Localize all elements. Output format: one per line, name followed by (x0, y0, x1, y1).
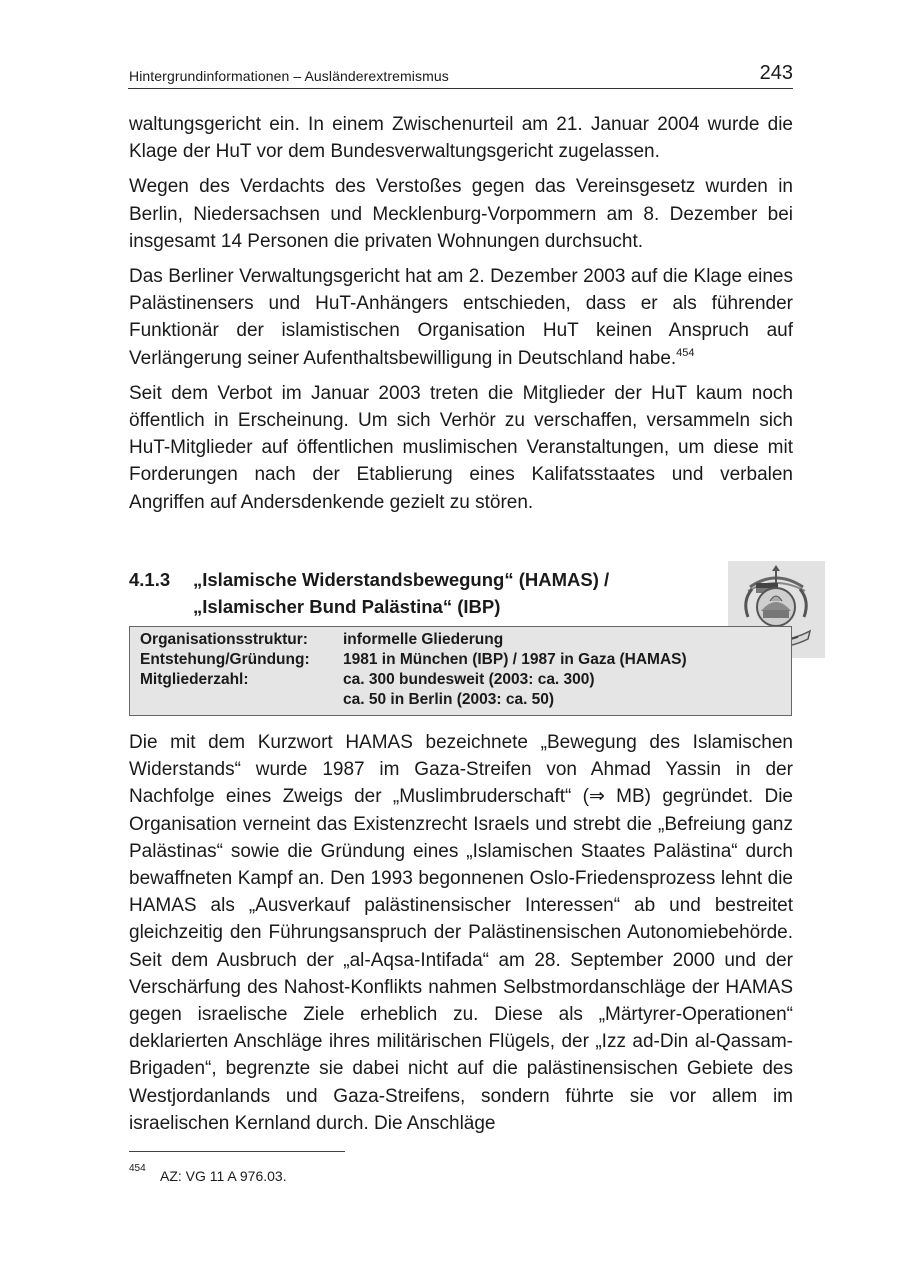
infobox-label: Organisationsstruktur: (140, 631, 308, 648)
infobox-value: 1981 in München (IBP) / 1987 in Gaza (HAMAS) (343, 651, 687, 668)
infobox-value: ca. 50 in Berlin (2003: ca. 50) (343, 691, 555, 708)
paragraph: Seit dem Verbot im Januar 2003 treten die Mitglieder der HuT kaum noch öffentlich in Erscheinung. Um sich Verhör zu verschaffen, versammeln sich HuT-Mitglieder auf öffentlichen muslimischen Veranstaltungen, um diese mit Forderungen nach der Etablierung eines Kalifatsstaates und verbalen Angriffen auf Andersdenkende gezielt zu stören. (129, 382, 793, 513)
paragraph-text: Das Berliner Verwaltungsgericht hat am 2. Dezember 2003 auf die Klage eines Palästinensers und HuT-Anhängers entschieden, dass er als führender Funktionär der islamistischen Organisation HuT keinen Anspruch auf Verlängerung seiner Aufenthaltsbewilligung in Deutschland habe. (129, 266, 793, 369)
footnote-divider (129, 1151, 345, 1152)
page-number: 243 (759, 62, 793, 84)
paragraph: waltungsgericht ein. In einem Zwischenurteil am 21. Januar 2004 wurde die Klage der HuT vor dem Bundesverwaltungsgericht zugelassen. (129, 114, 793, 163)
paragraph: Die mit dem Kurzwort HAMAS bezeichnete „Bewegung des Islamischen Widerstands“ wurde 1987 im Gaza-Streifen von Ahmad Yassin in der Nachfolge eines Zweigs der „Muslimbruderschaft“ (⇒ MB) gegründet. Die Organisation verneint das Existenzrecht Israels und strebt die „Befreiung ganz Palästinas“ sowie die Gründung eines „Islamischen Staates Palästina“ durch bewaffneten Kampf an. Den 1993 begonnenen Oslo-Friedensprozess lehnt die HAMAS als „Ausverkauf palästinensischer Interessen“ ab und bestreitet gleichzeitig den Führungsanspruch der Palästinensischen Autonomiebehörde. Seit dem Ausbruch der „al-Aqsa-Intifada“ am 28. September 2000 und der Verschärfung des Nahost-Konflikts nahmen Selbstmordanschläge der HAMAS gegen israelische Ziele erheblich zu. Diese als „Märtyrer-Operationen“ deklarierten Anschläge ihres militärischen Flügels, der „Izz ad-Din al-Qassam-Brigaden“, begrenzte sie dabei nicht auf die palästinensischen Gebiete des Westjordanlands und Gaza-Streifens, sondern führte sie vor allem im israelischen Kernland durch. Die Anschläge (129, 732, 793, 1134)
footnote-number: 454 (129, 1163, 146, 1174)
paragraph: Wegen des Verdachts des Verstoßes gegen das Vereinsgesetz wurden in Berlin, Niedersachsen und Mecklenburg-Vorpommern am 8. Dezember bei insgesamt 14 Personen die privaten Wohnungen durchsucht. (129, 176, 793, 252)
section-number: 4.1.3 (129, 569, 171, 590)
section-title-line1: „Islamische Widerstandsbewegung“ (HAMAS) / (193, 569, 610, 590)
footnote-text: AZ: VG 11 A 976.03. (160, 1168, 287, 1184)
paragraph (129, 263, 793, 372)
infobox-label: Entstehung/Gründung: (140, 651, 310, 668)
section-title-line2: „Islamischer Bund Palästina“ (IBP) (193, 596, 501, 617)
running-header (128, 62, 793, 89)
infobox-label: Mitgliederzahl: (140, 671, 249, 688)
footnote-reference[interactable]: 454 (676, 346, 695, 359)
infobox-value: ca. 300 bundesweit (2003: ca. 300) (343, 671, 595, 688)
running-title: Hintergrundinformationen – Ausländerextremismus (129, 68, 449, 84)
infobox-value: informelle Gliederung (343, 631, 504, 648)
organisation-infobox (129, 626, 792, 716)
body-text-main (129, 729, 793, 1137)
body-text-top (129, 111, 793, 516)
